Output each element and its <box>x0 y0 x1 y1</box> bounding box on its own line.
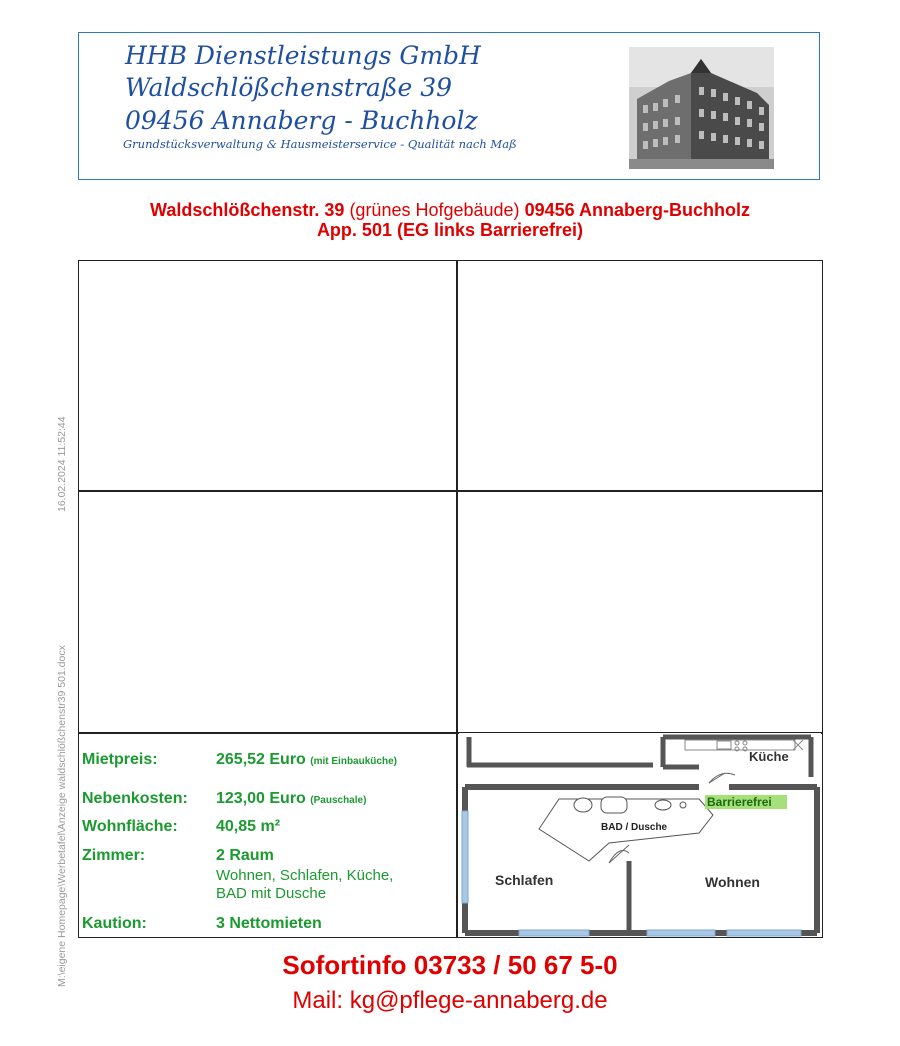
headline-city: 09456 Annaberg-Buchholz <box>524 200 750 220</box>
side-file-path: M:\eigene Homepage\Werbetafel\Anzeige waldschlößchenstr39 501.docx <box>56 645 68 987</box>
miete-amount: 265,52 Euro <box>216 751 306 768</box>
miete-label: Mietpreis: <box>82 751 158 768</box>
wohnflaeche-value: 40,85 m² <box>216 818 281 835</box>
headline-building: (grünes Hofgebäude) <box>349 200 520 220</box>
company-name: HHB Dienstleistungs GmbH <box>125 41 481 70</box>
kaution-label: Kaution: <box>82 915 147 932</box>
company-city: 09456 Annaberg - Buchholz <box>125 106 478 135</box>
zimmer-value: 2 Raum <box>216 847 274 864</box>
wohnflaeche-label: Wohnfläche: <box>82 818 178 835</box>
zimmer-label: Zimmer: <box>82 847 146 864</box>
zimmer-detail-2: BAD mit Dusche <box>216 885 327 902</box>
floor-plan <box>459 733 821 937</box>
contact-mail: Mail: kg@pflege-annaberg.de <box>292 987 608 1014</box>
headline-apartment: App. 501 (EG links Barrierefrei) <box>316 220 584 240</box>
headline-street: Waldschlößchenstr. 39 <box>150 200 345 220</box>
photo-grid <box>78 260 823 938</box>
contact-phone: Sofortinfo 03733 / 50 67 5-0 <box>282 950 618 980</box>
grid-divider-vertical <box>456 261 458 937</box>
miete-value <box>216 751 397 769</box>
grid-divider-horizontal-top <box>79 490 822 492</box>
room-label-wohnen: Wohnen <box>705 874 760 890</box>
kaution-value: 3 Nettomieten <box>216 915 322 932</box>
miete-note: (mit Einbauküche) <box>310 756 397 767</box>
nebenkosten-value <box>216 790 366 808</box>
zimmer-detail-1: Wohnen, Schlafen, Küche, <box>216 867 394 884</box>
company-tagline: Grundstücksverwaltung & Hausmeisterservice - Qualität nach Maß <box>123 137 517 151</box>
side-date-stamp: 16.02.2024 11:52:44 <box>56 416 68 512</box>
building-photo <box>629 47 774 169</box>
company-header <box>78 32 820 180</box>
nebenkosten-note: (Pauschale) <box>310 795 367 806</box>
room-label-bad: BAD / Dusche <box>601 822 668 833</box>
nebenkosten-amount: 123,00 Euro <box>216 790 306 807</box>
room-label-barrierefrei: Barrierefrei <box>707 795 772 809</box>
headline-address <box>0 200 900 221</box>
company-street: Waldschlößchenstraße 39 <box>125 73 453 102</box>
room-label-schlafen: Schlafen <box>495 872 554 888</box>
room-label-kueche: Küche <box>749 749 789 764</box>
nebenkosten-label: Nebenkosten: <box>82 790 188 807</box>
